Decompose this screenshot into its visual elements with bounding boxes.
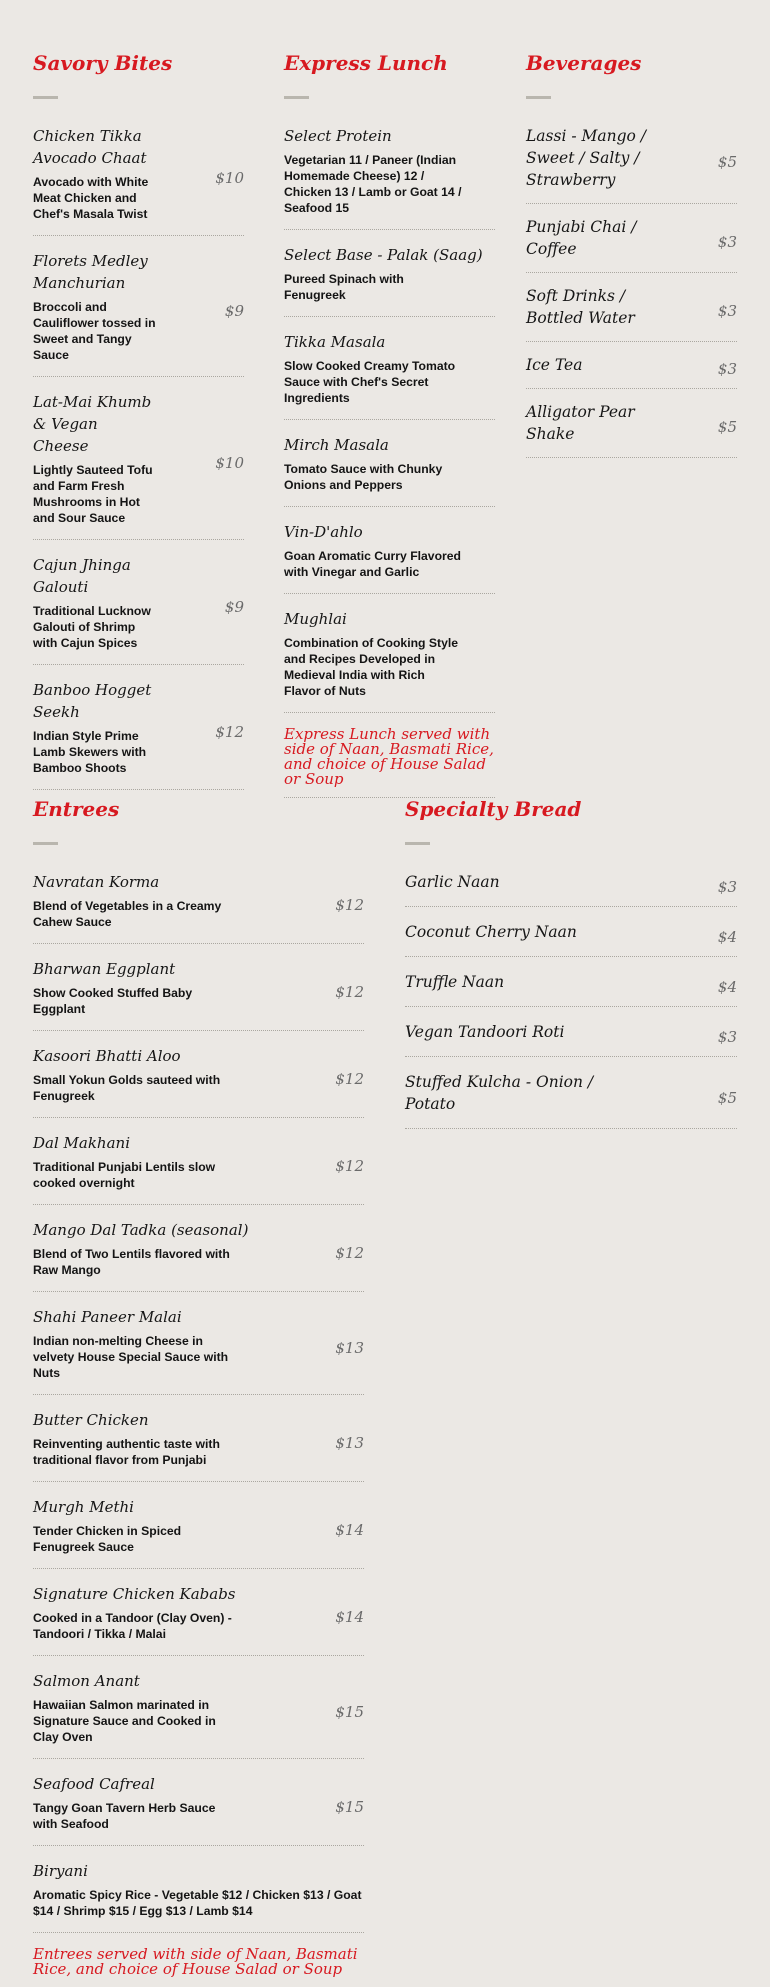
menu-item-description: Blend of Two Lentils flavored with Raw Mango xyxy=(33,1247,230,1277)
menu-item-price: $3 xyxy=(717,360,737,379)
menu-item-price: $5 xyxy=(717,418,737,437)
menu-item-price: $3 xyxy=(717,1027,737,1046)
menu-item xyxy=(405,1021,737,1057)
menu-item xyxy=(33,1306,364,1395)
menu-item xyxy=(526,354,737,389)
menu-item xyxy=(284,521,495,594)
menu-item-description: Avocado with White Meat Chicken and Chef's Masala Twist xyxy=(33,175,149,221)
menu-item xyxy=(405,1071,737,1129)
menu-item-list xyxy=(33,871,364,1933)
menu-item-price: $12 xyxy=(335,1244,364,1263)
menu-item xyxy=(33,1670,364,1759)
menu-item-name: Seafood Cafreal xyxy=(33,1775,155,1793)
menu-item-price: $15 xyxy=(335,1798,364,1817)
section-divider xyxy=(33,96,58,99)
menu-item-name: Garlic Naan xyxy=(405,873,500,891)
menu-item-description: Small Yokun Golds sauteed with Fenugreek xyxy=(33,1073,221,1103)
section-divider xyxy=(526,96,551,99)
menu-item xyxy=(405,871,737,907)
menu-item xyxy=(526,401,737,458)
section-divider xyxy=(405,842,430,845)
menu-item-name: Truffle Naan xyxy=(405,973,505,991)
menu-item-name: Shahi Paneer Malai xyxy=(33,1308,182,1326)
menu-item-description: Slow Cooked Creamy Tomato Sauce with Chef's Secret Ingredients xyxy=(284,359,456,405)
menu-item xyxy=(33,1132,364,1205)
menu-item-description: Broccoli and Cauliflower tossed in Sweet and Tangy Sauce xyxy=(33,300,156,362)
menu-item-description: Traditional Lucknow Galouti of Shrimp with Cajun Spices xyxy=(33,604,151,650)
section-divider xyxy=(33,842,58,845)
beverages-section xyxy=(526,50,737,470)
menu-item-name: Mughlai xyxy=(284,610,347,628)
menu-item xyxy=(284,331,495,420)
section-title: Savory Bites xyxy=(33,51,173,75)
menu-item-price: $14 xyxy=(335,1608,364,1627)
menu-item-name: Stuffed Kulcha - Onion / Potato xyxy=(405,1073,594,1113)
menu-item xyxy=(405,971,737,1007)
menu-item-price: $12 xyxy=(335,896,364,915)
menu-item-name: Vegan Tandoori Roti xyxy=(405,1023,565,1041)
menu-item-name: Punjabi Chai / Coffee xyxy=(526,218,637,258)
specialty-bread-section xyxy=(405,796,737,1143)
menu-item xyxy=(284,434,495,507)
menu-item-description: Combination of Cooking Style and Recipes Developed in Medieval India with Rich Flavor of Nuts xyxy=(284,636,459,698)
menu-item-description: Reinventing authentic taste with traditional flavor from Punjabi xyxy=(33,1437,220,1467)
menu-item-price: $15 xyxy=(335,1703,364,1722)
menu-item-description: Indian non-melting Cheese in velvety House Special Sauce with Nuts xyxy=(33,1334,229,1380)
menu-item-price: $5 xyxy=(717,1088,737,1107)
menu-item-name: Kasoori Bhatti Aloo xyxy=(33,1047,181,1065)
menu-item-price: $13 xyxy=(335,1434,364,1453)
menu-item xyxy=(526,216,737,273)
menu-item-name: Mango Dal Tadka (seasonal) xyxy=(33,1221,249,1239)
menu-item xyxy=(33,1773,364,1846)
menu-item-list xyxy=(284,125,495,713)
menu-item-description: Goan Aromatic Curry Flavored with Vinegar and Garlic xyxy=(284,549,461,579)
menu-item-list xyxy=(33,125,244,790)
menu-item-description: Traditional Punjabi Lentils slow cooked overnight xyxy=(33,1160,216,1190)
menu-item xyxy=(526,125,737,204)
menu-item-name: Murgh Methi xyxy=(33,1498,134,1516)
menu-item xyxy=(33,1409,364,1482)
menu-item-price: $5 xyxy=(717,153,737,172)
menu-item-name: Dal Makhani xyxy=(33,1134,130,1152)
menu-item-price: $12 xyxy=(215,723,244,742)
menu-item-price: $9 xyxy=(224,598,244,617)
savory-bites-section xyxy=(33,50,244,804)
menu-item xyxy=(33,1583,364,1656)
menu-item-price: $4 xyxy=(717,927,737,946)
menu-item-description: Show Cooked Stuffed Baby Eggplant xyxy=(33,986,193,1016)
menu-item xyxy=(284,125,495,230)
menu-item-name: Select Protein xyxy=(284,127,392,145)
menu-item-price: $14 xyxy=(335,1521,364,1540)
menu-item-name: Alligator Pear Shake xyxy=(526,403,635,443)
menu-item-description: Blend of Vegetables in a Creamy Cahew Sauce xyxy=(33,899,222,929)
menu-item-name: Mirch Masala xyxy=(284,436,389,454)
menu-item xyxy=(33,1045,364,1118)
menu-item xyxy=(284,244,495,317)
menu-item-name: Select Base - Palak (Saag) xyxy=(284,246,483,264)
menu-item-name: Bharwan Eggplant xyxy=(33,960,176,978)
menu-item-description: Cooked in a Tandoor (Clay Oven) - Tandoori / Tikka / Malai xyxy=(33,1611,232,1641)
entrees-section xyxy=(33,796,364,1987)
menu-item-name: Florets Medley Manchurian xyxy=(33,252,148,292)
menu-item xyxy=(284,608,495,713)
menu-item xyxy=(33,679,244,790)
menu-item-description: Pureed Spinach with Fenugreek xyxy=(284,272,404,302)
section-title: Express Lunch xyxy=(284,51,448,75)
menu-item-price: $9 xyxy=(224,302,244,321)
menu-item-name: Ice Tea xyxy=(526,356,583,374)
menu-item-price: $12 xyxy=(335,1070,364,1089)
menu-item xyxy=(33,871,364,944)
menu-item xyxy=(33,125,244,236)
menu-item-list xyxy=(405,871,737,1129)
menu-item-price: $10 xyxy=(215,454,244,473)
menu-item-name: Signature Chicken Kababs xyxy=(33,1585,236,1603)
menu-item-price: $10 xyxy=(215,169,244,188)
menu-item-price: $12 xyxy=(335,1157,364,1176)
menu-item-description: Lightly Sauteed Tofu and Farm Fresh Mushrooms in Hot and Sour Sauce xyxy=(33,463,153,525)
menu-item-name: Coconut Cherry Naan xyxy=(405,923,577,941)
menu-item-description: Tangy Goan Tavern Herb Sauce with Seafood xyxy=(33,1801,216,1831)
menu-item-description: Indian Style Prime Lamb Skewers with Bamboo Shoots xyxy=(33,729,147,775)
menu-item-name: Lat-Mai Khumb & Vegan Cheese xyxy=(33,393,152,455)
section-divider xyxy=(284,96,309,99)
menu-item xyxy=(33,250,244,377)
menu-item-name: Cajun Jhinga Galouti xyxy=(33,556,131,596)
menu-item-description: Aromatic Spicy Rice - Vegetable $12 / Chicken $13 / Goat $14 / Shrimp $15 / Egg $13 / Lamb $14 xyxy=(33,1888,362,1918)
menu-item-description: Hawaiian Salmon marinated in Signature Sauce and Cooked in Clay Oven xyxy=(33,1698,216,1744)
menu-item-description: Tomato Sauce with Chunky Onions and Peppers xyxy=(284,462,443,492)
menu-item xyxy=(33,1496,364,1569)
menu-item-price: $3 xyxy=(717,233,737,252)
menu-item xyxy=(33,958,364,1031)
menu-item-price: $3 xyxy=(717,302,737,321)
menu-item-name: Lassi - Mango / Sweet / Salty / Strawberry xyxy=(526,127,646,189)
section-title: Beverages xyxy=(526,51,642,75)
menu-item xyxy=(405,921,737,957)
menu-item-price: $4 xyxy=(717,977,737,996)
menu-item-name: Banboo Hogget Seekh xyxy=(33,681,152,721)
menu-item xyxy=(33,391,244,540)
menu-item-price: $13 xyxy=(335,1339,364,1358)
express-lunch-section xyxy=(284,50,495,798)
menu-item-name: Tikka Masala xyxy=(284,333,386,351)
menu-item-name: Soft Drinks / Bottled Water xyxy=(526,287,635,327)
menu-item-name: Vin-D'ahlo xyxy=(284,523,363,541)
section-title: Specialty Bread xyxy=(405,797,582,821)
menu-item xyxy=(526,285,737,342)
menu-item-description: Tender Chicken in Spiced Fenugreek Sauce xyxy=(33,1524,182,1554)
menu-item-name: Butter Chicken xyxy=(33,1411,149,1429)
express-lunch-note: Express Lunch served with side of Naan, Basmati Rice, and choice of House Salad or Soup xyxy=(284,727,495,798)
menu-item-name: Salmon Anant xyxy=(33,1672,140,1690)
menu-item-name: Biryani xyxy=(33,1862,88,1880)
menu-item-name: Navratan Korma xyxy=(33,873,160,891)
menu-item xyxy=(33,554,244,665)
section-title: Entrees xyxy=(33,797,120,821)
menu-item xyxy=(33,1219,364,1292)
entrees-note: Entrees served with side of Naan, Basmati Rice, and choice of House Salad or Soup xyxy=(33,1945,358,1978)
menu-item-description: Vegetarian 11 / Paneer (Indian Homemade Cheese) 12 / Chicken 13 / Lamb or Goat 14 / Seafood 15 xyxy=(284,153,462,215)
menu-item-name: Chicken Tikka Avocado Chaat xyxy=(33,127,147,167)
menu-item-price: $3 xyxy=(717,877,737,896)
menu-item-list xyxy=(526,125,737,458)
menu-item-price: $12 xyxy=(335,983,364,1002)
